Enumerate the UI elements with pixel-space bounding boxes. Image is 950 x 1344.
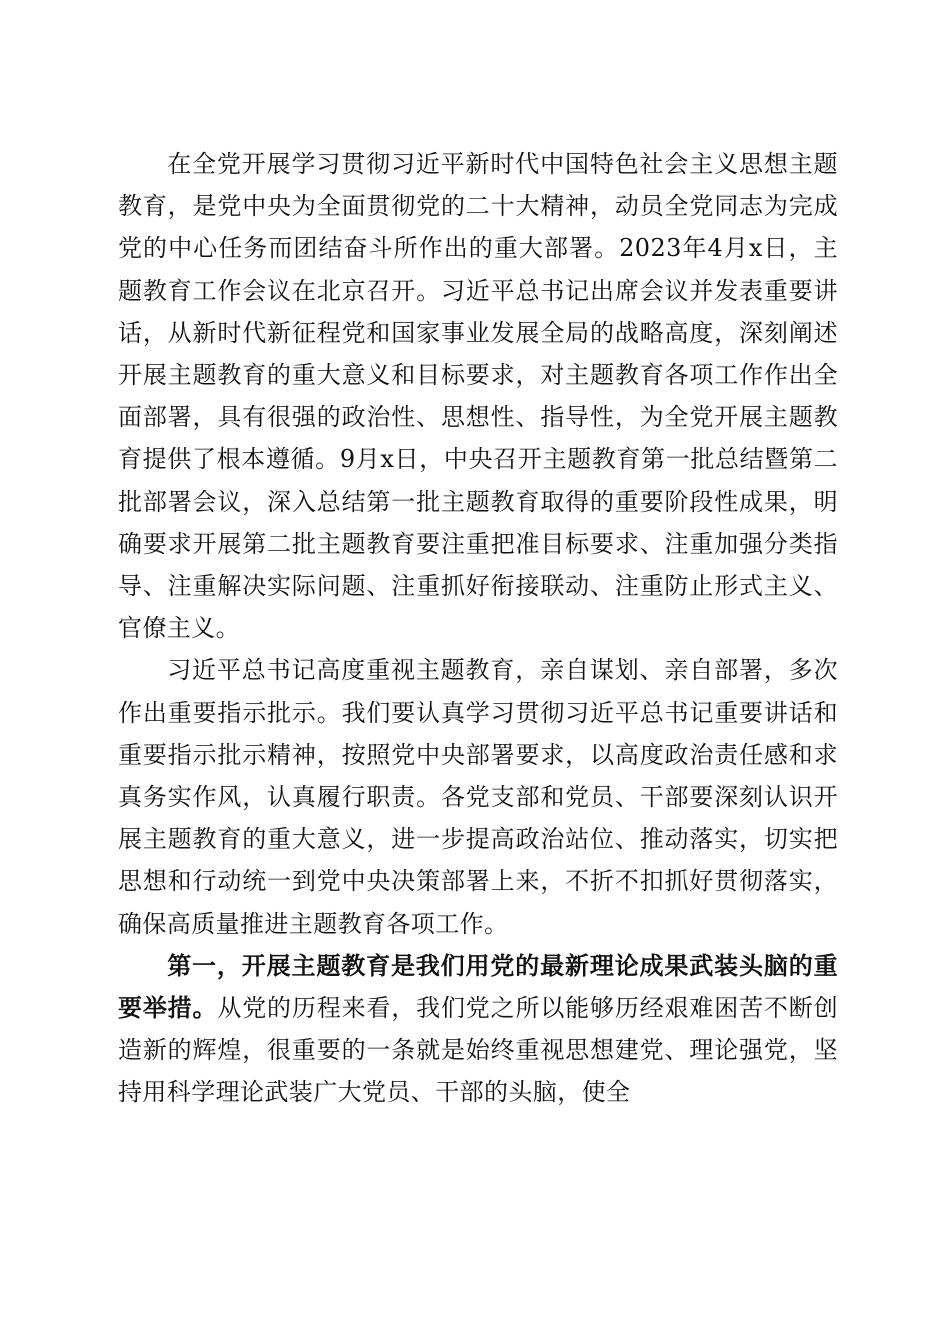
paragraph-3 bbox=[118, 945, 838, 1114]
document-body bbox=[118, 143, 838, 1114]
paragraph-2 bbox=[118, 649, 838, 944]
paragraph-3-text: 从党的历程来看，我们党之所以能够历经艰难困苦不断创造新的辉煌，很重要的一条就是始终重视思想建党、理论强党，坚持用科学理论武装广大党员、干部的头脑，使全 bbox=[118, 994, 838, 1107]
paragraph-3-lead: 第一，开展主题教育是我们用党的最新理论成果武装头脑的重要举措。 bbox=[118, 950, 838, 1023]
paragraph-1-text: 在全党开展学习贯彻习近平新时代中国特色社会主义思想主题教育，是党中央为全面贯彻党的二十大精神，动员全党同志为完成党的中心任务而团结奋斗所作出的重大部署。2023年4月x日，主题教育工作会议在北京召开。习近平总书记出席会议并发表重要讲话，从新时代新征程党和国家事业发展全局的战略高度，深刻阐述开展主题教育的重大意义和目标要求，对主题教育各项工作作出全面部署，具有很强的政治性、思想性、指导性，为全党开展主题教育提供了根本遵循。9月x日，中央召开主题教育第一批总结暨第二批部署会议，深入总结第一批主题教育取得的重要阶段性成果，明确要求开展第二批主题教育要注重把准目标要求、注重加强分类指导、注重解决实际问题、注重抓好衔接联动、注重防止形式主义、官僚主义。 bbox=[118, 150, 838, 643]
paragraph-1 bbox=[118, 143, 838, 649]
paragraph-2-text: 习近平总书记高度重视主题教育，亲自谋划、亲自部署，多次作出重要指示批示。我们要认真学习贯彻习近平总书记重要讲话和重要指示批示精神，按照党中央部署要求，以高度政治责任感和求真务实作风，认真履行职责。各党支部和党员、干部要深刻认识开展主题教育的重大意义，进一步提高政治站位、推动落实，切实把思想和行动统一到党中央决策部署上来，不折不扣抓好贯彻落实，确保高质量推进主题教育各项工作。 bbox=[118, 656, 838, 938]
